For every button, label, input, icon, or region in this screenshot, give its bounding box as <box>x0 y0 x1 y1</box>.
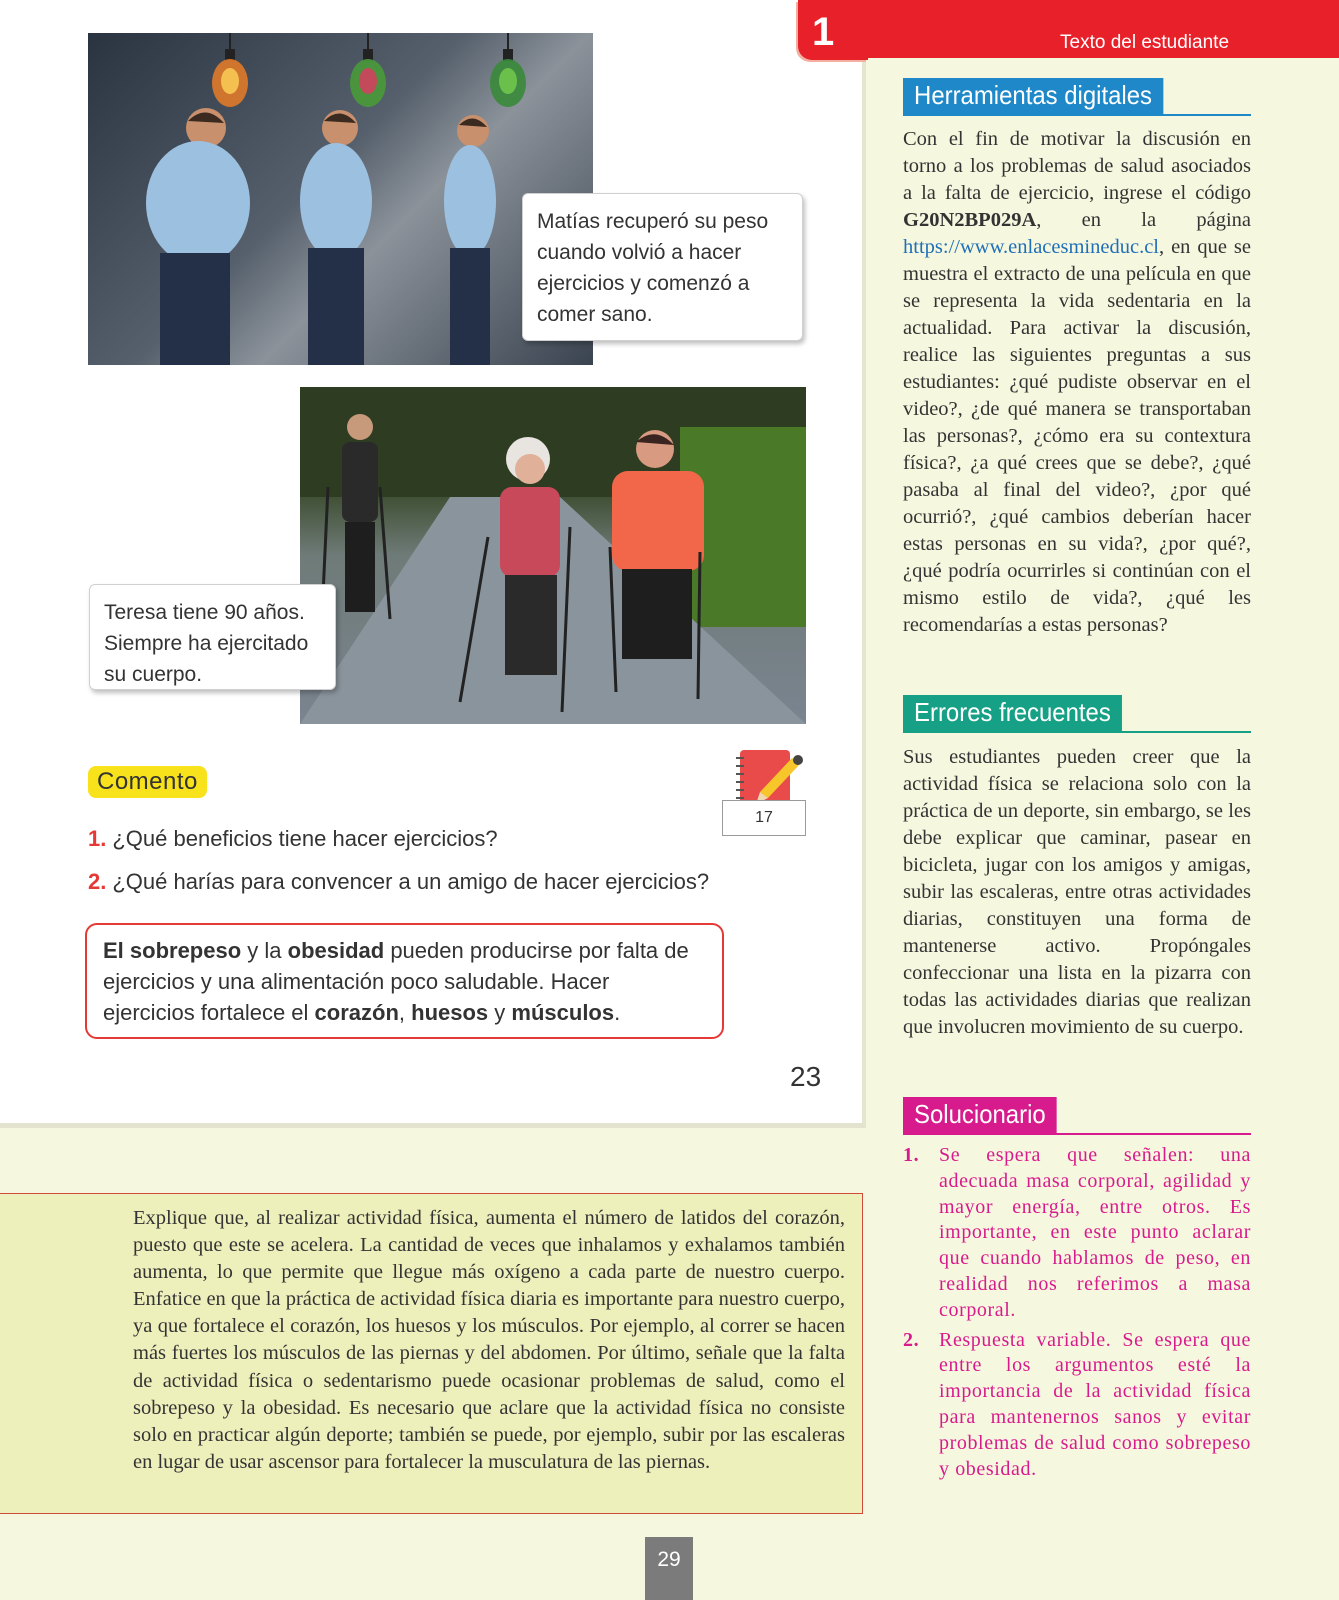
info-bold-sobrepeso: El sobrepeso <box>103 938 242 963</box>
unit-number: 1 <box>812 10 835 54</box>
herramientas-heading <box>903 78 1251 116</box>
herramientas-code: G20N2BP029A <box>903 209 1037 231</box>
info-bold-huesos: huesos <box>411 1000 489 1025</box>
teacher-note-text: Explique que, al realizar actividad física, aumenta el número de latidos del corazón, puesto que este se acelera. La cantidad de veces que inhalamos y exhalamos también aumenta, lo que permite que llegue más oxígeno a cada parte de nuestro cuerpo. Enfatice en que la práctica de actividad física diaria es importante para nuestro cuerpo, ya que fortalece el corazón, los huesos y los músculos. Por ejemplo, al correr se hacen más fuertes los músculos de las piernas y del abdomen. Por último, señale que la falta de actividad física o sedentarismo puede ocasionar problemas de salud, como el sobrepeso y la obesidad. Es necesario que aclare que la actividad física no consiste solo en practicar algún deporte; también se puede, por ejemplo, subir por las escaleras en lugar de usar ascensor para fortalecer la musculatura de las piernas. <box>133 1207 845 1473</box>
header-label: Texto del estudiante <box>1060 32 1230 53</box>
herramientas-text-part: , en que se muestra el extracto de una película en que se representa la vida sedentaria en la actualidad. Para activar la discusión, realice las siguientes preguntas a sus estudiantes: ¿qué pudiste observar en el video?, ¿de qué manera se transportaban las personas?, ¿cómo era su contextura física?, ¿a qué crees que se debe?, ¿qué pasaba al final del video?, ¿por qué ocurrió?, ¿qué cambios deberían hacer estas personas en su vida?, ¿por qué?, ¿qué podría ocurrirles si continúan con el mismo estilo de vida?, ¿qué les recomendarías a estas personas? <box>903 236 1251 636</box>
solucionario-item <box>903 1143 1251 1324</box>
herramientas-text <box>903 126 1251 639</box>
matias-photo <box>88 33 593 365</box>
errores-text: Sus estudiantes pueden creer que la actividad física se relaciona solo con la práctica de un deporte, sin embargo, se les debe explicar que caminar, pasear en bicicleta, jugar con los amigos y amigas, subir las escaleras, entre otras actividades diarias, constituyen una forma de mantenerse activo. Propóngales confeccionar una lista en la pizarra con todas las actividades diarias que realizan que involucren movimiento de su cuerpo. <box>903 746 1251 1038</box>
info-bold-corazon: corazón <box>314 1000 399 1025</box>
callout-matias: Matías recuperó su peso cuando volvió a hacer ejercicios y comenzó a comer sano. <box>522 193 803 341</box>
solucionario-item <box>903 1328 1251 1483</box>
question-text: ¿Qué beneficios tiene hacer ejercicios? <box>112 826 498 851</box>
info-text: . <box>614 1000 621 1025</box>
herramientas-link[interactable]: https://www.enlacesmineduc.cl <box>903 236 1159 258</box>
solucionario-text: Se espera que señalen: una adecuada masa corporal, agilidad y mayor energía, entre otros. Es importante, en este punto aclarar que cuando hablamos de peso, en realidad nos referimos a masa corporal. <box>939 1144 1251 1321</box>
question-number: 2. <box>88 869 107 894</box>
herramientas-text-part: Con el fin de motivar la discusión en torno a los problemas de salud asociados a la falta de ejercicio, ingrese el código <box>903 128 1251 204</box>
question-2 <box>88 869 709 895</box>
solucionario-number: 2. <box>903 1328 920 1351</box>
solucionario-text: Respuesta variable. Se espera que entre los argumentos esté la importancia de la actividad física para mantenernos sanos y evitar problemas de salud como sobrepeso y obesidad. <box>939 1328 1251 1480</box>
info-box <box>85 923 724 1039</box>
teresa-photo <box>300 387 806 724</box>
page-number: 29 <box>657 1548 681 1571</box>
info-text: pueden producirse por falta de ejercicios y una alimentación poco saludable. Hacer ejercicios fortalece el <box>103 938 689 1025</box>
solucionario-list <box>903 1143 1251 1486</box>
teresa-illustration <box>300 387 806 724</box>
solucionario-title: Solucionario <box>903 1097 1057 1133</box>
errores-title: Errores frecuentes <box>903 695 1122 731</box>
question-number: 1. <box>88 826 107 851</box>
herramientas-title: Herramientas digitales <box>903 78 1163 114</box>
question-1 <box>88 826 498 852</box>
info-bold-obesidad: obesidad <box>287 938 385 963</box>
info-text: y la <box>241 938 288 963</box>
student-page-number: 23 <box>790 1061 822 1092</box>
solucionario-heading <box>903 1097 1251 1135</box>
notebook-number: 17 <box>722 800 806 836</box>
info-text: y <box>488 1000 512 1025</box>
info-bold-musculos: músculos <box>511 1000 615 1025</box>
solucionario-number: 1. <box>903 1144 920 1166</box>
matias-illustration <box>88 33 593 365</box>
errores-heading <box>903 695 1251 733</box>
question-text: ¿Qué harías para convencer a un amigo de hacer ejercicios? <box>112 869 710 894</box>
comento-badge: Comento <box>88 766 207 798</box>
herramientas-text-part: , en la página <box>1036 209 1251 231</box>
callout-teresa: Teresa tiene 90 años. Siempre ha ejercitado su cuerpo. <box>89 584 336 690</box>
info-text: , <box>398 1000 412 1025</box>
